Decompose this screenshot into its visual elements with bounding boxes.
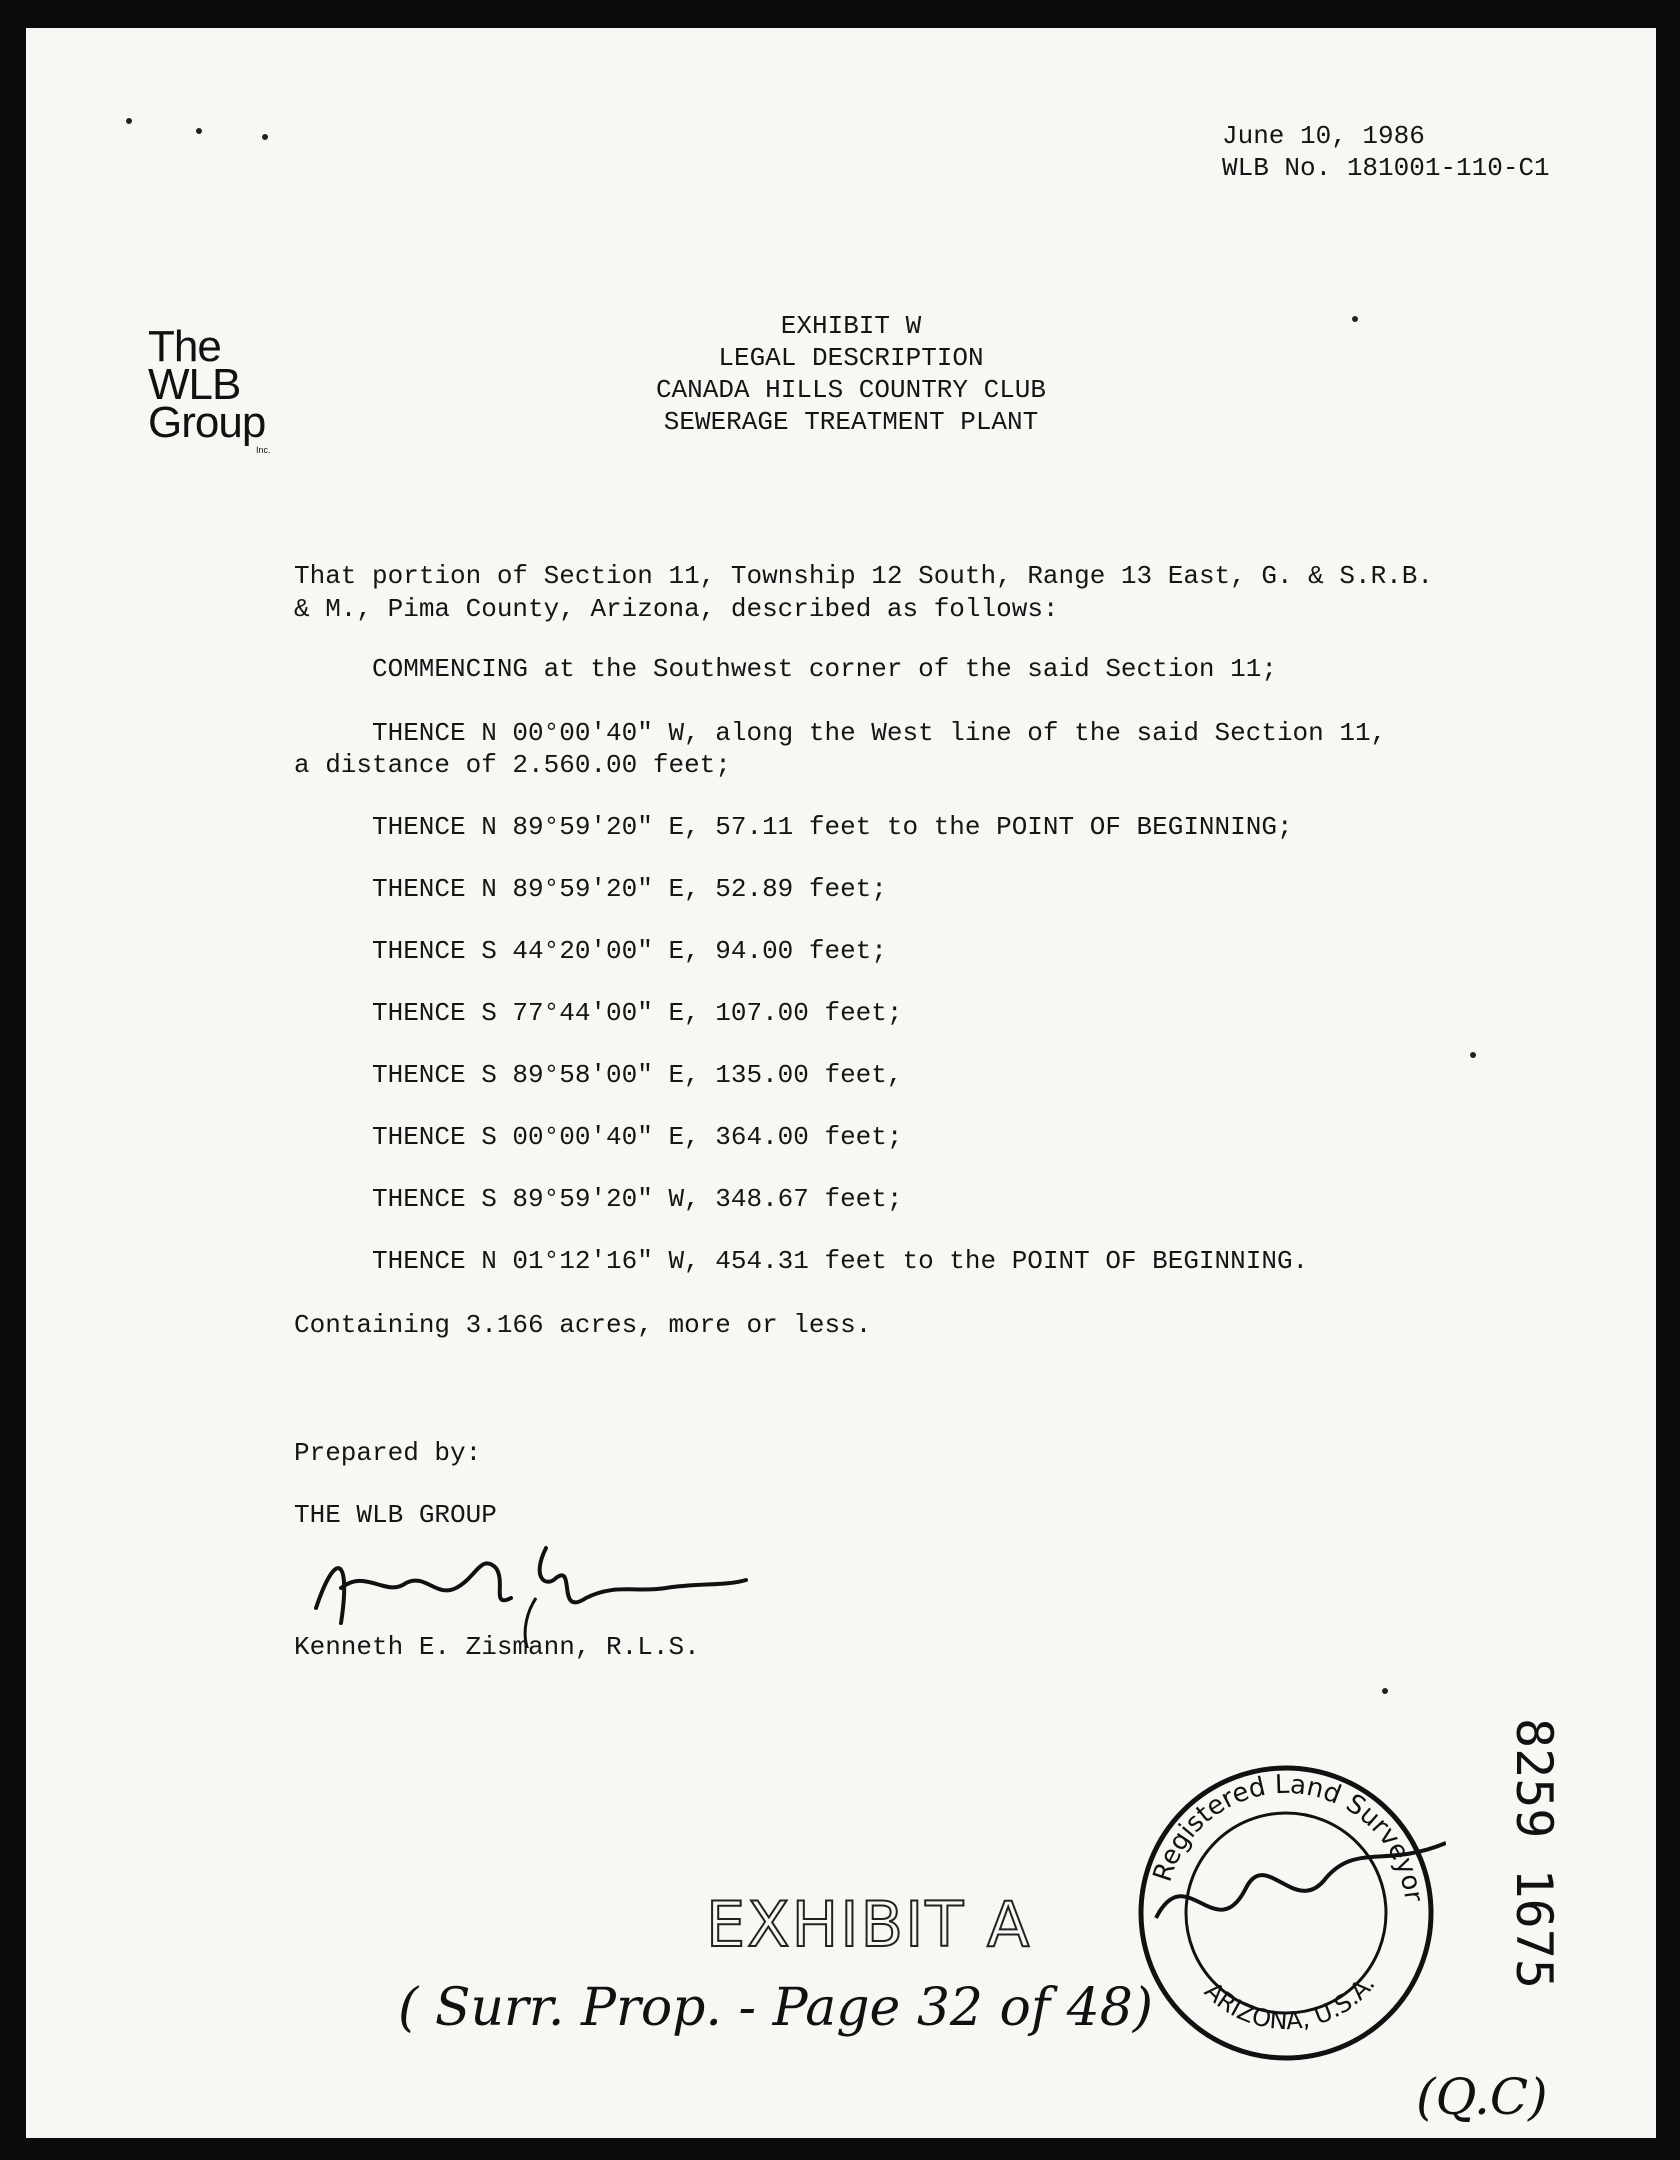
thence-call: THENCE N 89°59'20" E, 57.11 feet to the POINT OF BEGINNING; <box>372 812 1293 842</box>
title-line-1: EXHIBIT W <box>780 311 922 341</box>
exhibit-title <box>26 310 1656 438</box>
thence-call: THENCE S 00°00'40" E, 364.00 feet; <box>372 1122 903 1152</box>
logo-line-3: Group <box>148 398 266 447</box>
commencing-clause: COMMENCING at the Southwest corner of the said Section 11; <box>372 654 1277 684</box>
title-line-4: SEWERAGE TREATMENT PLANT <box>663 407 1039 437</box>
thence-call: THENCE N 89°59'20" E, 52.89 feet; <box>372 874 887 904</box>
intro-line-2: & M., Pima County, Arizona, described as follows: <box>294 594 1059 624</box>
signer-name: Kenneth E. Zismann, R.L.S. <box>294 1632 700 1662</box>
document-page <box>26 28 1656 2138</box>
title-line-3: CANADA HILLS COUNTRY CLUB <box>655 375 1047 405</box>
recording-book-page: 8259 1675 <box>1505 1718 1563 1989</box>
signature-scribble <box>296 1528 756 1648</box>
thence-call: THENCE N 01°12'16" W, 454.31 feet to the POINT OF BEGINNING. <box>372 1246 1309 1276</box>
thence-call-1: THENCE N 00°00'40" W, along the West line of the said Section 11, <box>372 718 1387 748</box>
thence-call-1-distance: a distance of 2.560.00 feet; <box>294 750 731 780</box>
thence-call: THENCE S 44°20'00" E, 94.00 feet; <box>372 936 887 966</box>
logo-line-1: The <box>148 322 221 371</box>
seal-bottom-text: ARIZONA, U.S.A. <box>1199 1970 1381 2036</box>
wlb-number: WLB No. 181001-110-C1 <box>1222 153 1550 183</box>
seal-top-text: Registered Land Surveyor <box>1147 1769 1429 1904</box>
handwritten-page-note: ( Surr. Prop. - Page 32 of 48) <box>398 1978 1154 2038</box>
thence-call: THENCE S 77°44'00" E, 107.00 feet; <box>372 998 903 1028</box>
thence-call: THENCE S 89°58'00" E, 135.00 feet, <box>372 1060 903 1090</box>
title-line-2: LEGAL DESCRIPTION <box>718 343 984 373</box>
surveyor-seal <box>1126 1748 1446 2068</box>
exhibit-stamp: EXHIBIT A <box>706 1888 1032 1961</box>
logo-suffix: Inc. <box>256 445 271 455</box>
prepared-by-label: Prepared by: <box>294 1438 482 1468</box>
preparer-company: THE WLB GROUP <box>294 1500 497 1530</box>
acreage-statement: Containing 3.166 acres, more or less. <box>294 1310 872 1340</box>
logo-line-2: WLB <box>148 360 241 409</box>
intro-line-1: That portion of Section 11, Township 12 South, Range 13 East, G. & S.R.B. <box>294 561 1433 591</box>
thence-call: THENCE S 89°59'20" W, 348.67 feet; <box>372 1184 903 1214</box>
svg-text:ARIZONA, U.S.A. <box>1199 1970 1381 2035</box>
document-date: June 10, 1986 <box>1222 121 1425 151</box>
document-header <box>1222 120 1550 184</box>
handwritten-qc: (Q.C) <box>1416 2068 1548 2126</box>
intro-paragraph <box>294 560 1433 626</box>
